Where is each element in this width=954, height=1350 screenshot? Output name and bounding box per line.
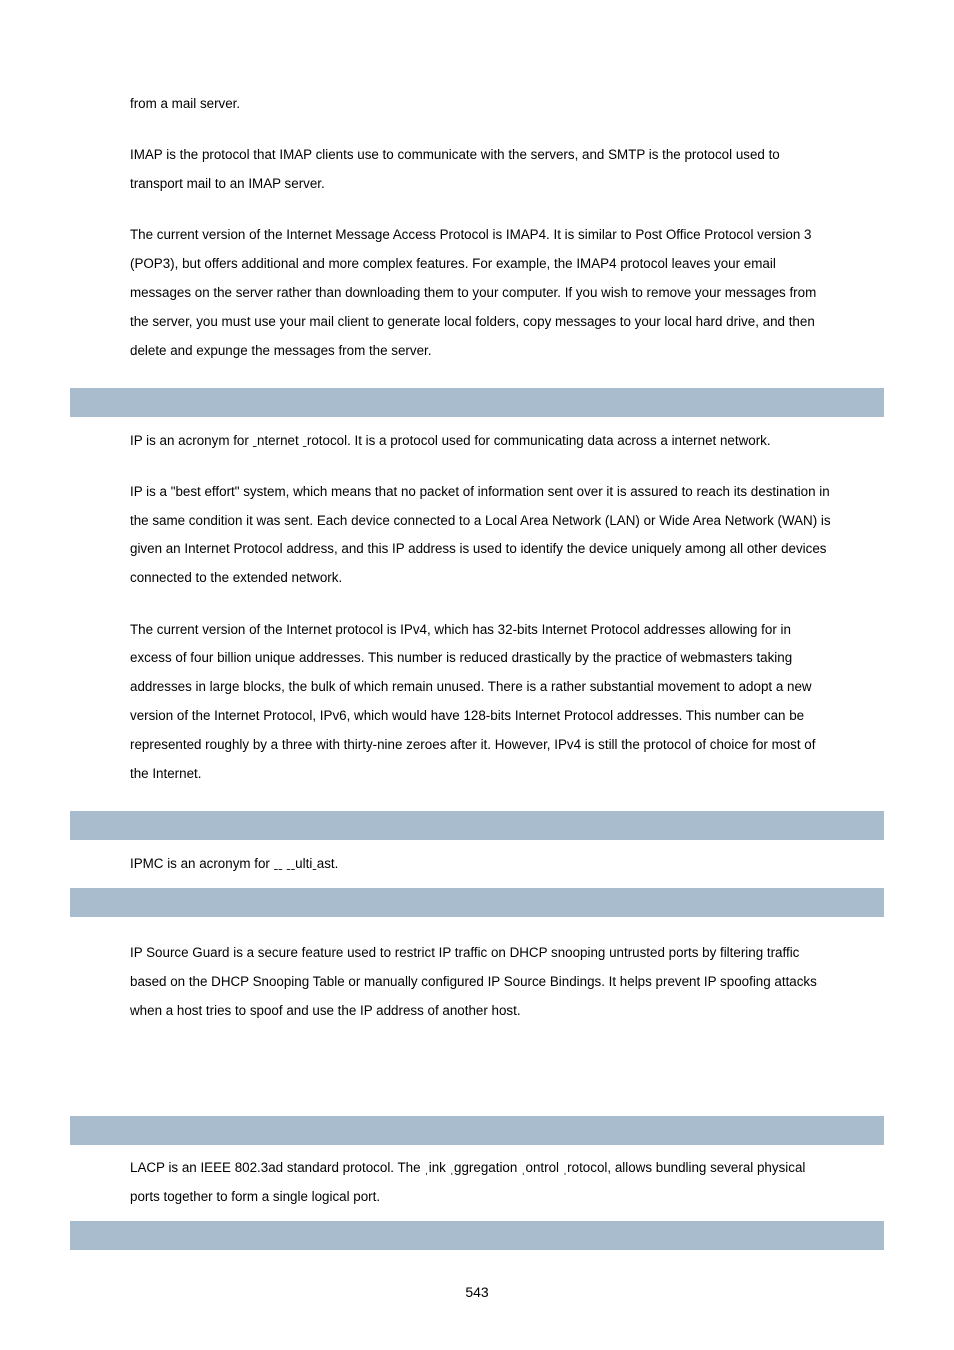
paragraph-line: transport mail to an IMAP server. [130,176,325,191]
paragraph-line: The current version of the Internet protocol is IPv4, which has 32-bits Internet Protocol addresses allowing for in [130,622,791,637]
paragraph-line: based on the DHCP Snooping Table or manually configured IP Source Bindings. It helps prevent IP spoofing attacks [130,974,817,989]
paragraph-line: given an Internet Protocol address, and this IP address is used to identify the device uniquely among all other devices [130,541,827,556]
paragraph-line: the server, you must use your mail client to generate local folders, copy messages to your local hard drive, and then [130,314,815,329]
section-header-bar [70,1116,884,1145]
paragraph-line: IMAP is the protocol that IMAP clients use to communicate with the servers, and SMTP is the protocol used to [130,147,780,162]
paragraph-line: LACP is an IEEE 802.3ad standard protocol. The ˌink ˌggregation ˌontrol ˌrotocol, allows bundling several physical [130,1160,806,1175]
paragraph-line: (POP3), but offers additional and more complex features. For example, the IMAP4 protocol leaves your email [130,256,776,271]
page-number: 543 [465,1284,489,1300]
paragraph-line: IP is an acronym for ˍnternet ˍrotocol. It is a protocol used for communicating data across a internet network. [130,433,771,448]
paragraph-line: when a host tries to spoof and use the IP address of another host. [130,1003,521,1018]
paragraph-line: delete and expunge the messages from the server. [130,343,432,358]
paragraph-line: version of the Internet Protocol, IPv6, which would have 128-bits Internet Protocol addresses. This number can be [130,708,805,723]
paragraph-line: addresses in large blocks, the bulk of which remain unused. There is a rather substantial movement to adopt a new [130,679,812,694]
paragraph-line: messages on the server rather than downloading them to your computer. If you wish to remove your messages from [130,285,817,300]
paragraph-line: The current version of the Internet Message Access Protocol is IMAP4. It is similar to Post Office Protocol version 3 [130,227,812,242]
paragraph-line: the Internet. [130,766,202,781]
section-header-bar [70,888,884,917]
section-header-bar [70,1221,884,1250]
paragraph-line: the same condition it was sent. Each device connected to a Local Area Network (LAN) or Wide Area Network (WAN) is [130,513,831,528]
paragraph-line: represented roughly by a three with thirty-nine zeroes after it. However, IPv4 is still the protocol of choice for most of [130,737,816,752]
paragraph-line: connected to the extended network. [130,570,343,585]
paragraph-line: IP Source Guard is a secure feature used to restrict IP traffic on DHCP snooping untrusted ports by filtering traffic [130,945,800,960]
paragraph-line: IP is a "best effort" system, which means that no packet of information sent over it is assured to reach its destination in [130,484,830,499]
section-header-bar [70,811,884,840]
paragraph-line: ports together to form a single logical port. [130,1189,381,1204]
paragraph-line: IPMC is an acronym for ˍˍ ˍˍultiˍast. [130,856,339,871]
section-header-bar [70,388,884,417]
paragraph-line: from a mail server. [130,96,241,111]
paragraph-line: excess of four billion unique addresses. This number is reduced drastically by the practice of webmasters taking [130,650,793,665]
